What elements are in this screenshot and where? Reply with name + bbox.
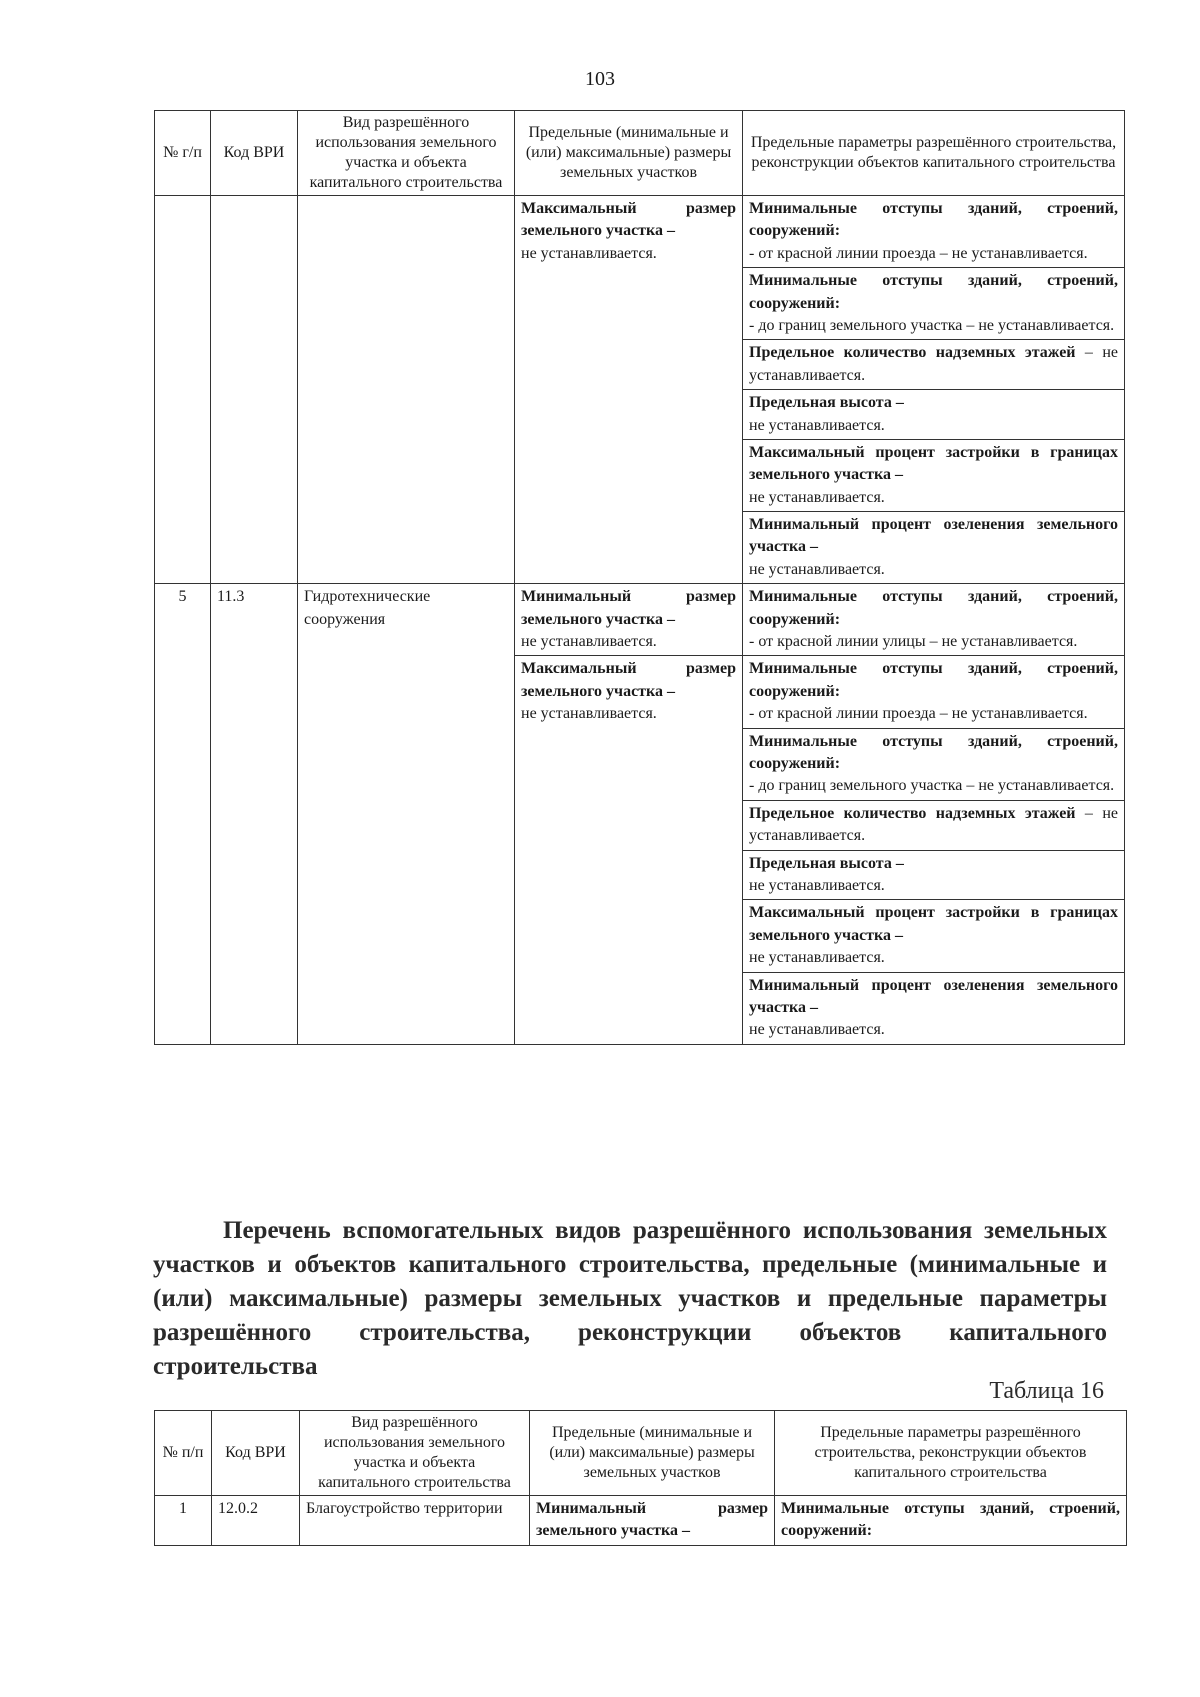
param-cell: Предельное количество надземных этажей – не устанавливается. [743,800,1125,850]
param-cell: Минимальные отступы зданий, строений, сооружений: - от красной линии проезда – не устанавливается. [743,196,1125,268]
cell-number: 5 [155,584,211,1044]
header-number: № г/п [155,111,211,196]
cell-size-max: Максимальный размер земельного участка – не устанавливается. [515,656,743,1044]
table-row [155,196,1125,268]
param-cell: Минимальный процент озеленения земельного участка – не устанавливается. [743,512,1125,584]
header-kind: Вид разрешённого использования земельного участка и объекта капитального строительства [298,111,515,196]
cell-kind [298,196,515,584]
cell-size-min: Минимальный размер земельного участка – не устанавливается. [515,584,743,656]
header-code: Код ВРИ [212,1411,300,1496]
param-cell: Максимальный процент застройки в границах земельного участка – не устанавливается. [743,900,1125,972]
header-sizes: Предельные (минимальные и (или) максимальные) размеры земельных участков [530,1411,775,1496]
param-cell: Предельная высота – не устанавливается. [743,850,1125,900]
cell-kind: Благоустройство территории [300,1496,530,1546]
table-header-row [155,1411,1127,1496]
cell-kind: Гидротехнические сооружения [298,584,515,1044]
param-cell: Минимальные отступы зданий, строений, сооружений: - до границ земельного участка – не устанавливается. [743,268,1125,340]
header-number: № п/п [155,1411,212,1496]
cell-number [155,196,211,584]
param-cell: Минимальные отступы зданий, строений, сооружений: - от красной линии проезда – не устанавливается. [743,656,1125,728]
zoning-parameters-table [154,110,1125,1045]
cell-code: 12.0.2 [212,1496,300,1546]
cell-code: 11.3 [211,584,298,1044]
param-cell: Предельная высота – не устанавливается. [743,390,1125,440]
table-row [155,584,1125,656]
header-params: Предельные параметры разрешённого строительства, реконструкции объектов капитального строительства [743,111,1125,196]
section-heading: Перечень вспомогательных видов разрешённого использования земельных участков и объектов капитального строительства, предельные (минимальные и (или) максимальные) размеры земельных участков и предельные параметры разрешённого строительства, реконструкции объектов капитального строительства [153,1217,1107,1380]
header-sizes: Предельные (минимальные и (или) максимальные) размеры земельных участков [515,111,743,196]
header-params: Предельные параметры разрешённого строительства, реконструкции объектов капитального строительства [775,1411,1127,1496]
page-number: 103 [585,68,615,90]
param-cell: Минимальный процент озеленения земельного участка – не устанавливается. [743,972,1125,1044]
param-cell: Минимальные отступы зданий, строений, сооружений: [775,1496,1127,1546]
auxiliary-uses-table [154,1410,1127,1546]
header-kind: Вид разрешённого использования земельного участка и объекта капитального строительства [300,1411,530,1496]
param-cell: Минимальные отступы зданий, строений, сооружений: - до границ земельного участка – не устанавливается. [743,728,1125,800]
table-row [155,1496,1127,1546]
cell-code [211,196,298,584]
cell-number: 1 [155,1496,212,1546]
param-cell: Минимальные отступы зданий, строений, сооружений: - от красной линии улицы – не устанавливается. [743,584,1125,656]
param-cell: Предельное количество надземных этажей – не устанавливается. [743,340,1125,390]
table-caption: Таблица 16 [989,1378,1104,1404]
cell-size-min: Минимальный размер земельного участка – [530,1496,775,1546]
table-header-row [155,111,1125,196]
param-cell: Максимальный процент застройки в границах земельного участка – не устанавливается. [743,439,1125,511]
header-code: Код ВРИ [211,111,298,196]
cell-size-max: Максимальный размер земельного участка – не устанавливается. [515,196,743,584]
